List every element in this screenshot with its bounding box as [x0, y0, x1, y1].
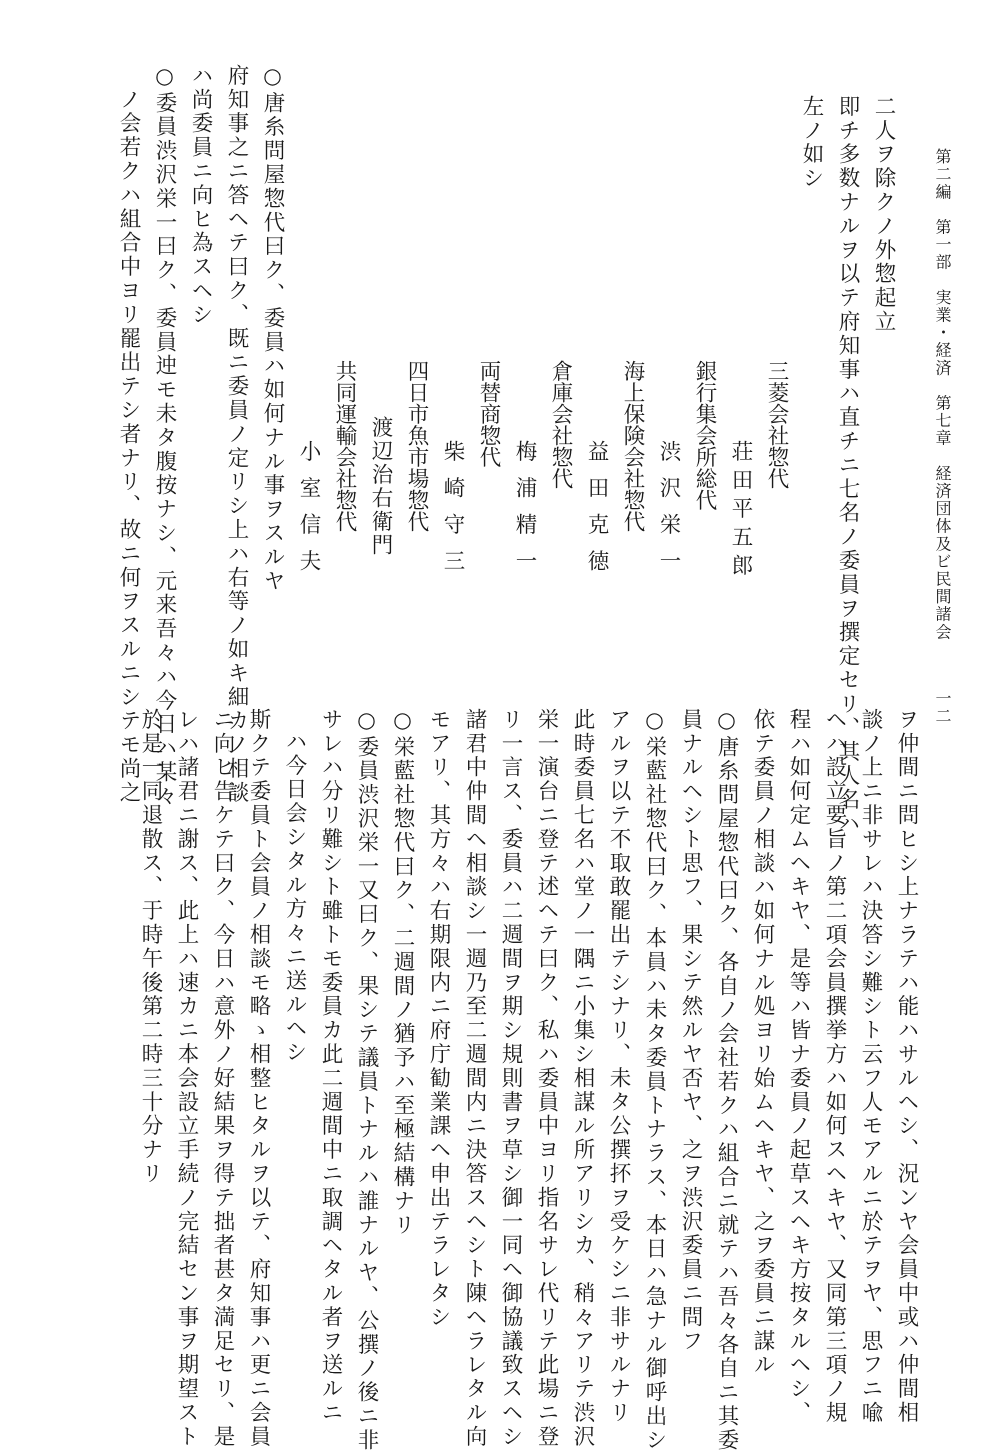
text-column: 諸君中仲間ヘ相談シ一週乃至二週間内ニ決答スヘシト陳ヘラレタル向	[462, 708, 487, 1449]
text-column: 二人ヲ除クノ外惣起立	[871, 95, 896, 334]
text-column: ○唐糸問屋惣代曰ク、各自ノ会社若クハ組合ニ就テハ吾々各自ニ其委	[714, 708, 739, 1452]
committee-name: 柴崎守三	[440, 440, 465, 586]
text-column: ハ尚委員ニ向ヒ為スヘシ	[188, 64, 213, 327]
text-column: ○委員渋沢栄一曰ク、委員迚モ未タ腹按ナシ、元来吾々ハ今日ハ某々	[152, 64, 177, 809]
text-column: 依テ委員ノ相談ハ如何ナル処ヨリ始ムヘキヤ、之ヲ委員ニ謀ル	[750, 708, 775, 1378]
committee-org: 倉庫会社惣代	[548, 360, 573, 489]
text-column: モアリ、其方々ハ右期限内ニ府庁勧業課ヘ申出テラレタシ	[426, 708, 451, 1330]
committee-name: 梅浦精一	[512, 440, 537, 586]
text-column: サレハ分リ難シト雖トモ委員カ此二週間中ニ取調ヘタル者ヲ送ルニ	[318, 708, 343, 1425]
committee-org: 海上保険会社惣代	[620, 360, 645, 532]
text-column: 談ノ上ニ非サレハ決答シ難シト云フ人モアルニ於テヲヤ、思フニ喩	[858, 708, 883, 1425]
text-column: ヘハ設立要旨ノ第二項会員撰挙方ハ如何スヘキヤ、又同第三項ノ規	[822, 708, 847, 1425]
page-number: 一二	[933, 690, 952, 726]
committee-org: 四日市魚市場惣代	[404, 360, 429, 532]
committee-name: 小室信夫	[296, 440, 321, 586]
text-column: ノ会若クハ組合中ヨリ罷出テシ者ナリ、故ニ何ヲスルニシテモ尚之	[116, 64, 141, 805]
committee-name: 渋沢栄一	[656, 440, 681, 586]
text-column: ハ今日会シタル方々ニ送ルヘシ	[282, 730, 307, 1065]
text-column: 斯クテ委員ト会員ノ相談モ略ゝ相整ヒタルヲ以テ、府知事ハ更ニ会員	[246, 708, 271, 1449]
text-column: ○栄藍社惣代曰ク、本員ハ未タ委員トナラス、本日ハ急ナル御呼出シ	[642, 708, 667, 1452]
text-column: 左ノ如シ	[799, 95, 824, 191]
text-column: 於是一同退散ス、于時午後第二時三十分ナリ	[138, 708, 163, 1186]
committee-name: 渡辺治右衛門	[368, 416, 393, 557]
running-head: 第二編 第一部 実業・経済 第七章 経済団体及ビ民間諸会	[933, 148, 952, 641]
committee-org: 両替商惣代	[476, 360, 501, 468]
text-column: リ一言ス、委員ハ二週間ヲ期シ規則書ヲ草シ御一同ヘ御協議致スヘシ	[498, 708, 523, 1449]
text-column: ヲ仲間ニ問ヒシ上ナラテハ能ハサルヘシ、況ンヤ会員中或ハ仲間相	[894, 708, 919, 1425]
text-column: 栄一演台ニ登テ述ヘテ曰ク、私ハ委員中ヨリ指名サレ代リテ此場ニ登	[534, 708, 559, 1449]
committee-org: 共同運輸会社惣代	[332, 360, 357, 532]
text-column: ○栄藍社惣代曰ク、二週間ノ猶予ハ至極結構ナリ	[390, 708, 415, 1238]
committee-name: 荘田平五郎	[728, 440, 753, 583]
committee-name: 益田克徳	[584, 440, 609, 586]
text-column: アルヲ以テ不取敢罷出テシナリ、未タ公撰抔ヲ受ケシニ非サルナリ	[606, 708, 631, 1425]
text-column: 府知事之ニ答ヘテ曰ク、既ニ委員ノ定リシ上ハ右等ノ如キ細カノ相談	[224, 64, 249, 805]
text-column: 程ハ如何定ムヘキヤ、是等ハ皆ナ委員ノ起草スヘキ方按タルヘシ、	[786, 708, 811, 1425]
text-column: 員ナルヘシト思フ、果シテ然ルヤ否ヤ、之ヲ渋沢委員ニ問フ	[678, 708, 703, 1354]
text-column: ○委員渋沢栄一又曰ク、果シテ議員トナルハ誰ナルヤ、公撰ノ後ニ非	[354, 708, 379, 1452]
committee-org: 三菱会社惣代	[764, 360, 789, 489]
text-column: 即チ多数ナルヲ以テ府知事ハ直チニ七名ノ委員ヲ撰定セリ、其人名ハ	[835, 95, 860, 836]
text-column: ニ向ヒ告ケテ曰ク、今日ハ意外ノ好結果ヲ得テ拙者甚タ満足セリ、是	[210, 708, 235, 1449]
text-column: レハ諸君ニ謝ス、此上ハ速カニ本会設立手続ノ完結セン事ヲ期望スト	[174, 708, 199, 1449]
text-column: ○唐糸問屋惣代曰ク、委員ハ如何ナル事ヲスルヤ	[260, 64, 285, 594]
committee-org: 銀行集会所総代	[692, 360, 717, 511]
text-column: 此時委員七名ハ堂ノ一隅ニ小集シ相謀ル所アリシカ、稍々アリテ渋沢	[570, 708, 595, 1449]
